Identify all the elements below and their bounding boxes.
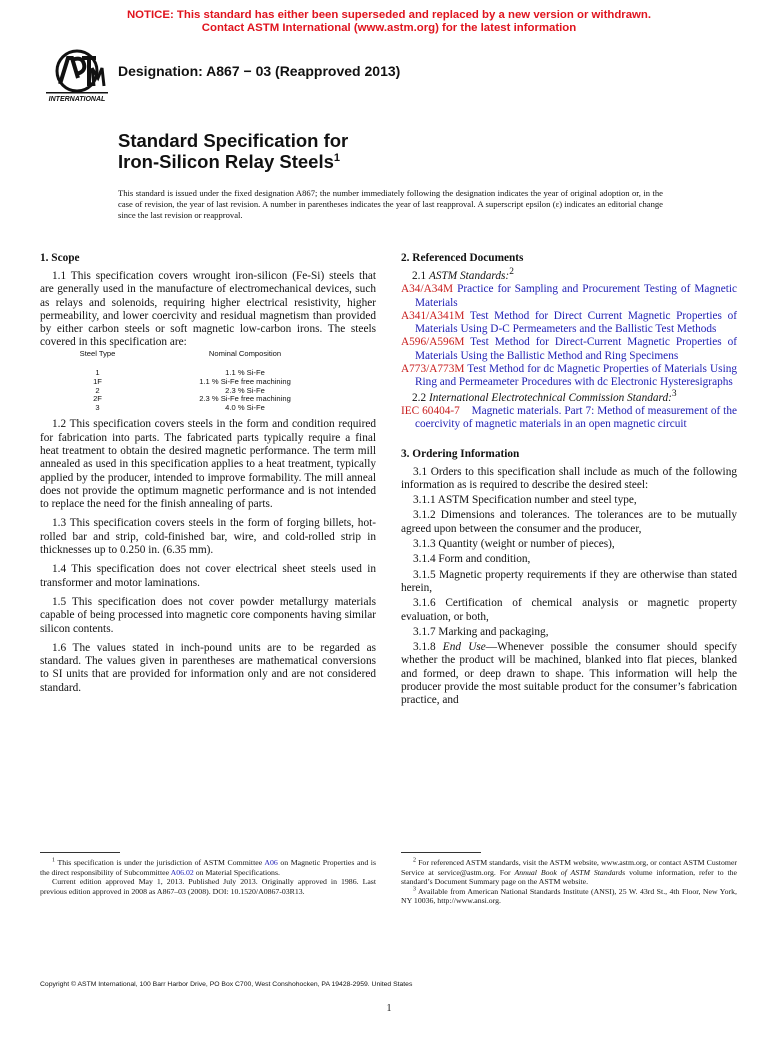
- ordering-item: 3.1.1 ASTM Specification number and steel type,: [413, 494, 637, 507]
- copyright-line: Copyright © ASTM International, 100 Barr Harbor Drive, PO Box C700, West Conshohocken, PA 19428-2959. United States: [40, 981, 413, 988]
- footnote-3: [401, 887, 737, 906]
- title-line-2: [118, 151, 348, 172]
- ordering-para-3-1: 3.1 Orders to this specification shall include as much of the following information as is required to describe the desired steel:: [401, 465, 737, 491]
- reference-title-link[interactable]: Practice for Sampling and Procurement Testing of Magnetic Materials: [415, 283, 738, 309]
- reference-title-link[interactable]: Test Method for Direct Current Magnetic Properties of Materials Using D-C Permeameters and the Ballistic Test Methods: [415, 309, 737, 336]
- reference-code-link[interactable]: A341/A341M: [401, 309, 465, 322]
- table-row: [40, 369, 340, 378]
- reference-title-link[interactable]: Test Method for Direct-Current Magnetic Properties of Materials Using the Ballistic Method and Ring Specimens: [415, 336, 737, 362]
- title-footnote-mark[interactable]: 1: [333, 151, 341, 164]
- scope-para-1-6: 1.6 The values stated in inch-pound units are to be regarded as standard. The values given in parentheses are mathematical conversions to SI units that are provided for information only and are not considered standard.: [40, 641, 376, 694]
- steel-table-header-type: Steel Type: [79, 348, 116, 358]
- nominal-composition: 2.3 % Si-Fe: [225, 385, 265, 395]
- logo-text: INTERNATIONAL: [48, 96, 106, 103]
- nominal-composition: 2.3 % Si-Fe free machining: [199, 394, 291, 404]
- table-row: [40, 378, 340, 387]
- steel-type: 1F: [93, 376, 102, 386]
- steel-type: 2: [95, 385, 100, 395]
- subcommittee-a06-02-link[interactable]: A06.02: [170, 867, 194, 877]
- scope-para-1-2: 1.2 This specification covers steels in the form and condition required for fabrication into parts. The fabricated parts typically require a final heat treatment to obtain the desired magnetic performance. The term mill annealed as used in this specification applies to a heat treatment, typically applied by the producer, intended to improve formability. The mill anneal does not provide the optimum magnetic performance and is not intended to replace the need for the finish annealing of parts.: [40, 418, 376, 511]
- designation: Designation: A867 − 03 (Reapproved 2013): [118, 63, 401, 79]
- reference-item: [401, 336, 737, 363]
- footnote-3-text: Available from American National Standards Institute (ANSI), 25 W. 43rd St., 4th Floor, New York, NY 10036, http://www.ansi.org.: [401, 886, 737, 906]
- committee-a06-link[interactable]: A06: [264, 858, 278, 867]
- ordering-item: 3.1.5 Magnetic property requirements if they are otherwise than stated herein,: [401, 568, 737, 594]
- scope-heading: 1. Scope: [40, 252, 80, 264]
- referenced-documents-heading: 2. Referenced Documents: [401, 252, 524, 264]
- nominal-composition: 4.0 % Si-Fe: [225, 402, 265, 412]
- scope-para-1-5: 1.5 This specification does not cover powder metallurgy materials capable of being processed into magnetic core components having similar silicon contents.: [40, 595, 376, 635]
- withdrawal-notice: [0, 9, 778, 35]
- astm-logo-icon: [42, 48, 112, 106]
- end-use-label: End Use: [442, 641, 486, 654]
- iec-standard-label: [401, 388, 737, 405]
- steel-type: 2F: [93, 394, 102, 404]
- issued-note: This standard is issued under the fixed designation A867; the number immediately following the designation indicates the year of original adoption or, in the case of revision, the year of last revision. A number in parentheses indicates the year of last reapproval. A superscript epsilon (ε) indicates an editorial change since the last revision or reapproval.: [118, 188, 663, 220]
- footnote-2-mark: 2: [413, 857, 416, 864]
- footnote-2-text-b: volume information, refer to the standard’s Document Summary page on the ASTM website.: [401, 867, 737, 887]
- ordering-item-end-use: [401, 641, 737, 707]
- footnote-1-mark: 1: [52, 857, 55, 864]
- ordering-information-heading: 3. Ordering Information: [401, 447, 520, 460]
- reference-code-link[interactable]: A773/A773M: [401, 363, 465, 376]
- ordering-item: 3.1.7 Marking and packaging,: [413, 625, 549, 638]
- footnotes-left: [40, 858, 376, 896]
- table-row: [40, 404, 340, 413]
- footnote-1: [40, 858, 376, 877]
- ordering-item: 3.1.6 Certification of chemical analysis or magnetic property evaluation, or both,: [401, 597, 737, 623]
- steel-type: 1: [95, 368, 100, 378]
- title-line-2-text: Iron-Silicon Relay Steels: [118, 151, 334, 172]
- reference-item: [401, 310, 737, 337]
- footnote-divider-right: [401, 852, 481, 853]
- right-column: [401, 252, 737, 708]
- nominal-composition: 1.1 % Si-Fe free machining: [199, 376, 291, 386]
- title-line-1: Standard Specification for: [118, 130, 349, 151]
- reference-item: [401, 405, 737, 432]
- astm-standards-num: 2.1: [412, 270, 429, 282]
- iec-standard-mark[interactable]: 3: [671, 388, 677, 399]
- reference-code-link[interactable]: A596/A596M: [401, 336, 465, 349]
- table-row: [40, 395, 340, 404]
- iec-standard-title: International Electrotechnical Commission Standard:: [428, 391, 672, 404]
- footnote-2-text-a: For referenced ASTM standards, visit the ASTM website, www.astm.org, or contact ASTM Customer Service at service@astm.org. For: [401, 858, 737, 877]
- end-use-num: 3.1.8: [413, 641, 443, 654]
- ordering-item: 3.1.2 Dimensions and tolerances. The tolerances are to be mutually agreed upon between the consumer and the producer,: [401, 509, 737, 535]
- footnote-edition: Current edition approved May 1, 2013. Published July 2013. Originally approved in 1986. Last previous edition approved in 2008 as A867–03 (2008). DOI: 10.1520/A0867-03R13.: [40, 877, 376, 896]
- reference-item: [401, 283, 737, 310]
- left-column: [40, 252, 376, 701]
- footnote-3-mark: 3: [413, 886, 416, 893]
- footnote-2-italic: Annual Book of ASTM Standards: [514, 867, 626, 877]
- iec-standard-num: 2.2: [412, 391, 429, 404]
- reference-title-link[interactable]: Test Method for dc Magnetic Properties of Materials Using Ring and Permeameter Procedures with dc Electronic Hysteresigraphs: [415, 363, 737, 389]
- steel-table-header-composition: Nominal Composition: [208, 348, 282, 358]
- page-number: 1: [386, 1003, 392, 1014]
- astm-standards-label: [401, 267, 737, 283]
- reference-code-link[interactable]: IEC 60404-7: [401, 404, 460, 417]
- notice-line-2: Contact ASTM International (www.astm.org) for the latest information: [201, 22, 577, 34]
- steel-table-header: [40, 350, 340, 359]
- steel-type: 3: [95, 402, 100, 412]
- reference-item: [401, 363, 737, 390]
- astm-logo: [42, 48, 112, 106]
- astm-standards-title: ASTM Standards:: [428, 270, 510, 282]
- scope-para-1-3: 1.3 This specification covers steels in the form of forging billets, hot-rolled bar and strip, cold-finished bar, wire, and cold-rolled strip in thicknesses up to 0.250 in. (6.35 mm).: [40, 517, 376, 557]
- table-row: [40, 387, 340, 396]
- end-use-text: —Whenever possible the consumer should specify whether the product will be machined, blanked into flat pieces, blanked and formed, or deep drawn to shape. This information will help the producer provide the most suitable product for the consumer’s fabrication practice, and: [401, 641, 737, 707]
- footnotes-right: [401, 858, 737, 906]
- nominal-composition: 1.1 % Si-Fe: [225, 368, 265, 378]
- footnote-divider-left: [40, 852, 120, 853]
- ordering-item: 3.1.4 Form and condition,: [413, 553, 531, 566]
- scope-para-1-1: 1.1 This specification covers wrought iron-silicon (Fe-Si) steels that are generally used in the manufacture of electromechanical devices, such as relays and solenoids, requiring higher electrical resistivity, higher permeability, and lower coercivity and residual magnetism than provided by either carbon steels or soft magnetic low-carbon irons. The steels covered in this specification are:: [40, 270, 376, 349]
- footnote-1-text-a: This specification is under the jurisdiction of ASTM Committee: [57, 858, 265, 867]
- document-title: [118, 130, 348, 172]
- scope-para-1-4: 1.4 This specification does not cover electrical sheet steels used in transformer and motor laminations.: [40, 563, 376, 589]
- notice-line-1: NOTICE: This standard has either been superseded and replaced by a new version or withdrawn.: [126, 9, 652, 21]
- footnote-1-text-c: on Material Specifications.: [193, 867, 280, 877]
- reference-code-link[interactable]: A34/A34M: [401, 283, 454, 296]
- ordering-item: 3.1.3 Quantity (weight or number of pieces),: [413, 538, 615, 551]
- steel-type-table: [40, 350, 340, 413]
- reference-title-link[interactable]: Magnetic materials. Part 7: Method of measurement of the coercivity of magnetic materials in an open magnetic circuit: [415, 404, 737, 431]
- footnote-2: [401, 858, 737, 887]
- footnote-1-text-b: on Magnetic Properties and is the direct responsibility of Subcommittee: [40, 858, 377, 877]
- astm-standards-mark[interactable]: 2: [509, 267, 514, 278]
